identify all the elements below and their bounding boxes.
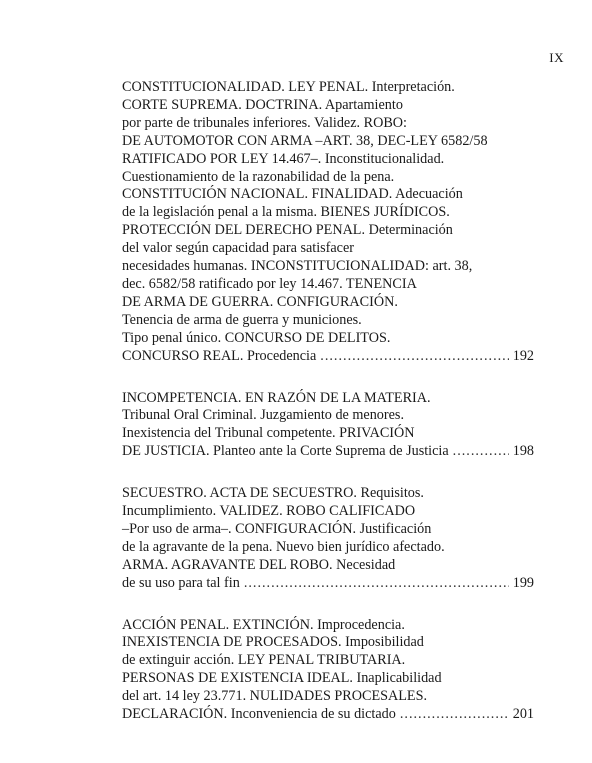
entry-line: INCOMPETENCIA. EN RAZÓN DE LA MATERIA.: [122, 389, 431, 406]
entry-line: SECUESTRO. ACTA DE SECUESTRO. Requisitos.: [122, 485, 424, 502]
entry-last-line: [122, 348, 534, 366]
entry-line: INEXISTENCIA DE PROCESADOS. Imposibilidad: [122, 634, 424, 651]
index-entry: [122, 390, 534, 462]
page-reference: 198: [512, 443, 534, 460]
entry-last-line: [122, 443, 534, 461]
entry-line: DE AUTOMOTOR CON ARMA –ART. 38, DEC-LEY 6582/58: [122, 132, 488, 149]
dot-leader: [400, 706, 509, 724]
page-reference: 201: [512, 706, 534, 723]
entry-line: del art. 14 ley 23.771. NULIDADES PROCESALES.: [122, 688, 428, 705]
entry-line: Cuestionamiento de la razonabilidad de la pena.: [122, 168, 395, 185]
entry-line: de extinguir acción. LEY PENAL TRIBUTARIA.: [122, 652, 406, 669]
entry-line: por parte de tribunales inferiores. Validez. ROBO:: [122, 114, 407, 131]
dot-leader: [320, 348, 508, 366]
page-number: IX: [549, 50, 564, 65]
entry-line: RATIFICADO POR LEY 14.467–. Inconstitucionalidad.: [122, 150, 445, 167]
entry-line: DE JUSTICIA. Planteo ante la Corte Suprema de Justicia: [122, 443, 449, 460]
page-reference: 199: [512, 574, 534, 591]
entry-last-line: [122, 575, 534, 593]
index-entry: [122, 617, 534, 724]
entry-last-line: [122, 706, 534, 724]
entry-line: CONSTITUCIÓN NACIONAL. FINALIDAD. Adecuación: [122, 186, 463, 203]
entry-line: dec. 6582/58 ratificado por ley 14.467. TENENCIA: [122, 275, 417, 292]
entry-line: Tipo penal único. CONCURSO DE DELITOS.: [122, 329, 391, 346]
entry-line: de la legislación penal a la misma. BIENES JURÍDICOS.: [122, 204, 450, 221]
entry-line: CONCURSO REAL. Procedencia: [122, 347, 317, 364]
index-entry: [122, 485, 534, 592]
entry-line: de la agravante de la pena. Nuevo bien jurídico afectado.: [122, 538, 445, 555]
entry-line: CONSTITUCIONALIDAD. LEY PENAL. Interpretación.: [122, 79, 455, 95]
entry-line: Tenencia de arma de guerra y municiones.: [122, 311, 362, 328]
entry-line: CORTE SUPREMA. DOCTRINA. Apartamiento: [122, 96, 403, 113]
entry-line: ARMA. AGRAVANTE DEL ROBO. Necesidad: [122, 556, 396, 573]
entry-line: –Por uso de arma–. CONFIGURACIÓN. Justificación: [122, 520, 432, 537]
entry-line: de su uso para tal fin: [122, 574, 240, 591]
index-list: [122, 79, 534, 748]
entry-line: Tribunal Oral Criminal. Juzgamiento de menores.: [122, 407, 404, 424]
index-entry: [122, 79, 534, 366]
dot-leader: [453, 443, 509, 461]
entry-line: Inexistencia del Tribunal competente. PRIVACIÓN: [122, 425, 415, 442]
entry-line: Incumplimiento. VALIDEZ. ROBO CALIFICADO: [122, 503, 416, 520]
entry-line: PERSONAS DE EXISTENCIA IDEAL. Inaplicabilidad: [122, 670, 442, 687]
entry-line: necesidades humanas. INCONSTITUCIONALIDAD: art. 38,: [122, 258, 473, 275]
dot-leader: [244, 575, 509, 593]
entry-line: ACCIÓN PENAL. EXTINCIÓN. Improcedencia.: [122, 616, 405, 633]
entry-line: DE ARMA DE GUERRA. CONFIGURACIÓN.: [122, 293, 398, 310]
entry-line: PROTECCIÓN DEL DERECHO PENAL. Determinación: [122, 222, 453, 239]
entry-line: DECLARACIÓN. Inconveniencia de su dictado: [122, 706, 396, 723]
entry-line: del valor según capacidad para satisfacer: [122, 240, 355, 257]
page-reference: 192: [512, 347, 534, 364]
